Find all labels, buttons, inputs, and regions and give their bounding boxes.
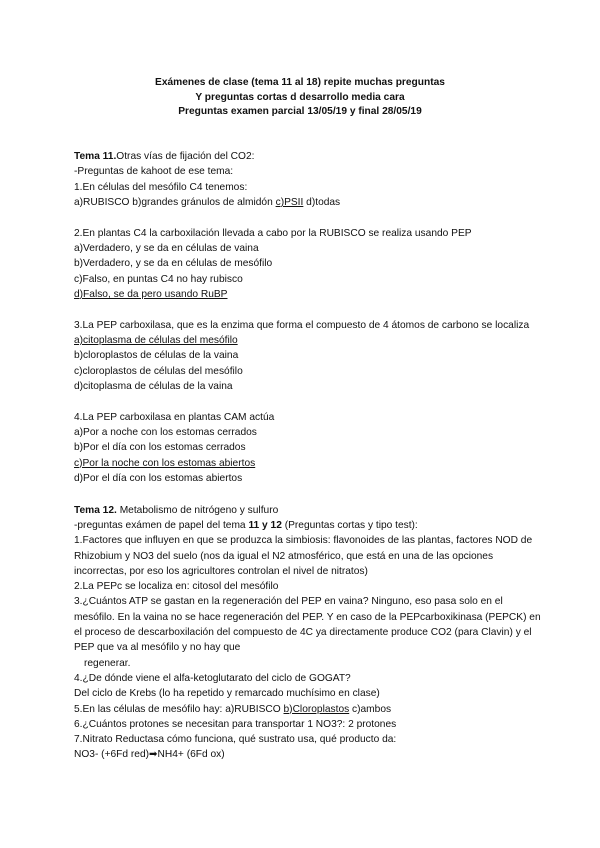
tema12-heading [74,503,542,518]
q2-answer-c: c)Falso, en puntas C4 no hay rubisco [74,273,243,285]
tema12-heading-text: Metabolismo de nitrógeno y sulfuro [116,504,279,516]
q1-answer-c-correct: c)PSII [275,196,304,208]
q4-question: 4.La PEP carboxilasa en plantas CAM actúa [74,411,275,423]
tema12-point-4: 4.¿De dónde viene el alfa-ketoglutarato del ciclo de GOGAT? [74,672,351,684]
q1-answers [74,195,542,210]
tema11-heading [74,149,542,164]
q3-answer-d: d)citoplasma de células de la vaina [74,380,233,392]
q4-answer-d: d)Por el día con los estomas abiertos [74,472,243,484]
q3-answer-c: c)cloroplastos de células del mesófilo [74,365,243,377]
tema11-heading-bold: Tema 11. [74,151,117,162]
header-title: Exámenes de clase (tema 11 al 18) repite muchas preguntas [155,77,445,88]
document-header [0,76,600,120]
header-subtitle: Y preguntas cortas d desarrollo media cara [195,91,405,103]
tema12-point-5-post: c)ambos [349,703,392,715]
q1-answer-d: d)todas [303,196,341,208]
tema12-intro [74,518,542,533]
q2-answer-d-correct: d)Falso, se da pero usando RuBP [74,288,228,300]
q4-answer-a: a)Por a noche con los estomas cerrados [74,426,257,438]
q2-answer-a: a)Verdadero, y se da en células de vaina [74,242,259,254]
q3-answer-b: b)cloroplastos de células de la vaina [74,350,239,362]
tema12-point-5 [74,702,542,717]
tema12-point-7: 7.Nitrato Reductasa cómo funciona, qué sustrato usa, qué producto da: [74,734,397,746]
tema12-point-4-answer: Del ciclo de Krebs (lo ha repetido y remarcado muchísimo en clase) [74,688,380,700]
q2-answer-b: b)Verdadero, y se da en células de mesófilo [74,258,273,270]
q1-answers-ab: a)RUBISCO b)grandes gránulos de almidón [74,196,276,208]
tema12-reaction: NO3- (+6Fd red)➡NH4+ (6Fd ox) [74,749,225,761]
q4-answer-c-correct: c)Por la noche con los estomas abiertos [74,457,256,469]
q3-answer-a-correct: a)citoplasma de células del mesófilo [74,334,238,346]
tema12-point-1: 1.Factores que influyen en que se produzca la simbiosis: flavonoides de las plantas, factores NOD de Rhizobium y NO3 del suelo (nos da igual el N2 atmosférico, que está en una de las opciones incorrectas, por eso los agricultores controlan el nivel de nitratos) [74,535,533,577]
q1-question: 1.En células del mesófilo C4 tenemos: [74,181,248,193]
tema12-point-3-end: regenerar. [84,657,131,669]
tema11-heading-text: Otras vías de fijación del CO2: [116,151,255,162]
tema12-point-5-correct: b)Cloroplastos [283,703,350,715]
header-exam-dates: Preguntas examen parcial 13/05/19 y final 28/05/19 [178,106,422,117]
tema12-intro-pre: -preguntas exámen de papel del tema [74,519,249,531]
tema12-intro-post: (Preguntas cortas y tipo test): [281,519,418,531]
q4-answer-b: b)Por el día con los estomas cerrados [74,442,246,454]
q2-question: 2.En plantas C4 la carboxilación llevada a cabo por la RUBISCO se realiza usando PEP [74,227,472,239]
tema12-heading-bold: Tema 12. [74,504,117,516]
tema12-intro-bold: 11 y 12 [248,519,282,531]
tema12-point-5-pre: 5.En las células de mesófilo hay: a)RUBISCO [74,703,284,715]
tema11-intro: -Preguntas de kahoot de ese tema: [74,166,234,178]
tema12-point-6: 6.¿Cuántos protones se necesitan para transportar 1 NO3?: 2 protones [74,718,397,730]
tema12-point-2: 2.La PEPc se localiza en: citosol del mesófilo [74,581,279,593]
q3-question: 3.La PEP carboxilasa, que es la enzima que forma el compuesto de 4 átomos de carbono se localiza [74,319,530,331]
tema12-point-3: 3.¿Cuántos ATP se gastan en la regeneración del PEP en vaina? Ninguno, eso pasa solo en el mesófilo. En la vaina no se hace regeneración del PEP. Y en caso de la PEPcarboxikinasa (PEPCK) en el proceso de descarboxilación del compuesto de 4C ya directamente produce CO2 (para Clavin) y el PEP que va al mesófilo y no hay que [74,596,541,654]
document-body [74,149,542,763]
